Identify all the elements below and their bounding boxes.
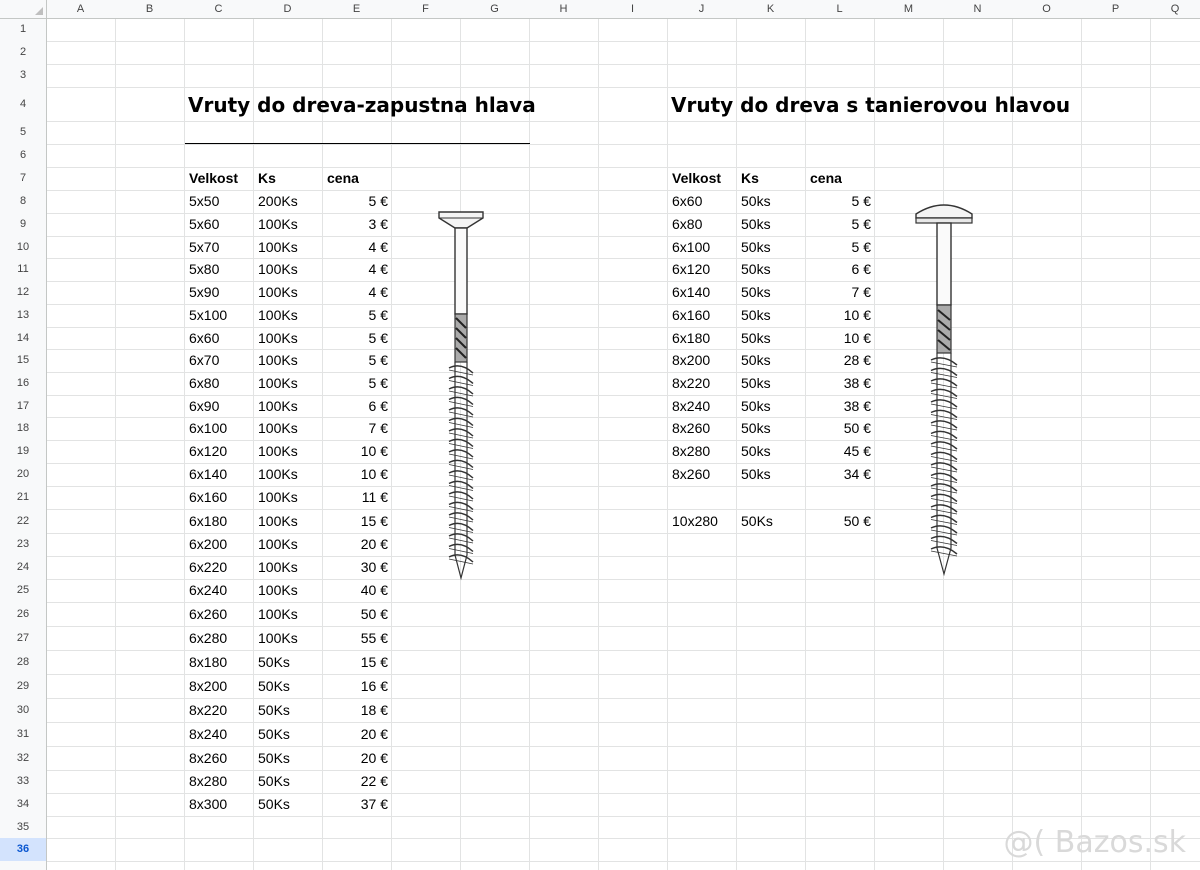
- left-table-cell[interactable]: 100Ks: [258, 582, 298, 598]
- row-header-27[interactable]: 27: [16, 632, 30, 644]
- left-table-cell[interactable]: 6x70: [189, 352, 220, 368]
- left-table-cell[interactable]: 20 €: [360, 536, 388, 552]
- left-table-cell[interactable]: 4 €: [368, 239, 388, 255]
- left-table-cell[interactable]: 20 €: [360, 750, 388, 766]
- left-table-cell[interactable]: 100Ks: [258, 489, 298, 505]
- row-header-11[interactable]: 11: [17, 263, 29, 275]
- left-table-cell[interactable]: 100Ks: [258, 466, 298, 482]
- left-table-cell[interactable]: 100Ks: [258, 398, 298, 414]
- right-table-cell[interactable]: 10x280: [672, 513, 718, 529]
- left-table-cell[interactable]: 100Ks: [258, 239, 298, 255]
- column-header-o[interactable]: O: [1042, 3, 1051, 15]
- left-table-cell[interactable]: 100Ks: [258, 443, 298, 459]
- left-table-cell[interactable]: 10 €: [360, 466, 388, 482]
- left-table-cell[interactable]: 100Ks: [258, 352, 298, 368]
- left-table-cell[interactable]: 4 €: [368, 284, 388, 300]
- left-table-cell[interactable]: 4 €: [368, 261, 388, 277]
- row-header-bar[interactable]: [0, 18, 47, 870]
- left-table-cell[interactable]: 11 €: [361, 489, 388, 505]
- row-header-25[interactable]: 25: [16, 584, 30, 596]
- right-table-cell[interactable]: 8x260: [672, 466, 711, 482]
- left-table-cell[interactable]: 6x90: [189, 398, 220, 414]
- left-table-cell[interactable]: 8x180: [189, 654, 228, 670]
- right-table-cell[interactable]: 50ks: [741, 398, 771, 414]
- row-header-32[interactable]: 32: [16, 752, 30, 764]
- row-header-29[interactable]: 29: [16, 680, 30, 692]
- right-table-cell[interactable]: 50ks: [741, 352, 771, 368]
- column-header-a[interactable]: A: [76, 3, 85, 15]
- left-table-cell[interactable]: 8x260: [189, 750, 228, 766]
- right-table-cell[interactable]: 6x180: [672, 330, 711, 346]
- left-table-cell[interactable]: 3 €: [368, 216, 388, 232]
- row-header-8[interactable]: 8: [19, 195, 27, 207]
- left-table-cell[interactable]: 6x180: [189, 513, 228, 529]
- right-table-cell[interactable]: 6x120: [672, 261, 711, 277]
- right-table-cell[interactable]: 10 €: [843, 307, 871, 323]
- left-table-cell[interactable]: 50Ks: [258, 678, 290, 694]
- right-table-cell[interactable]: 38 €: [843, 398, 871, 414]
- left-table-cell[interactable]: 18 €: [360, 702, 388, 718]
- right-table-cell[interactable]: 50ks: [741, 239, 771, 255]
- left-table-cell[interactable]: 5x90: [189, 284, 220, 300]
- right-table-cell[interactable]: 50ks: [741, 443, 771, 459]
- left-table-cell[interactable]: 40 €: [360, 582, 388, 598]
- left-table-cell[interactable]: 50Ks: [258, 726, 290, 742]
- right-header-velkost[interactable]: Velkost: [672, 170, 722, 186]
- column-header-bar[interactable]: [0, 0, 1200, 19]
- left-table-title[interactable]: Vruty do dreva-zapustna hlava: [188, 93, 536, 117]
- right-table-cell[interactable]: 6 €: [851, 261, 871, 277]
- right-table-cell[interactable]: 50ks: [741, 284, 771, 300]
- row-header-30[interactable]: 30: [16, 704, 30, 716]
- right-table-cell[interactable]: 50ks: [741, 375, 771, 391]
- left-table-cell[interactable]: 30 €: [360, 559, 388, 575]
- row-header-26[interactable]: 26: [16, 608, 30, 620]
- left-table-cell[interactable]: 6x100: [189, 420, 228, 436]
- right-table-cell[interactable]: 34 €: [843, 466, 871, 482]
- left-header-ks[interactable]: Ks: [258, 170, 276, 186]
- left-table-cell[interactable]: 6x200: [189, 536, 228, 552]
- row-header-7[interactable]: 7: [19, 172, 27, 184]
- left-table-cell[interactable]: 5x60: [189, 216, 220, 232]
- right-header-ks[interactable]: Ks: [741, 170, 759, 186]
- row-header-13[interactable]: 13: [16, 309, 30, 321]
- left-table-cell[interactable]: 50Ks: [258, 773, 290, 789]
- right-table-cell[interactable]: 50 €: [843, 513, 871, 529]
- left-table-cell[interactable]: 200Ks: [258, 193, 298, 209]
- right-table-cell[interactable]: 6x160: [672, 307, 711, 323]
- left-table-cell[interactable]: 5 €: [368, 307, 388, 323]
- left-table-cell[interactable]: 15 €: [360, 654, 388, 670]
- column-header-b[interactable]: B: [145, 3, 154, 15]
- left-table-cell[interactable]: 8x240: [189, 726, 228, 742]
- left-table-cell[interactable]: 5x70: [189, 239, 220, 255]
- left-table-cell[interactable]: 6x240: [189, 582, 228, 598]
- left-table-cell[interactable]: 6x220: [189, 559, 228, 575]
- column-header-f[interactable]: F: [422, 3, 429, 15]
- right-table-cell[interactable]: 50ks: [741, 307, 771, 323]
- left-table-cell[interactable]: 5 €: [368, 193, 388, 209]
- row-header-16[interactable]: 16: [16, 377, 30, 389]
- left-header-cena[interactable]: cena: [327, 170, 359, 186]
- row-header-10[interactable]: 10: [16, 241, 30, 253]
- left-table-cell[interactable]: 5x80: [189, 261, 220, 277]
- left-table-cell[interactable]: 5 €: [368, 375, 388, 391]
- left-table-cell[interactable]: 55 €: [360, 630, 388, 646]
- row-header-19[interactable]: 19: [16, 445, 30, 457]
- title-underline: [185, 143, 530, 144]
- left-table-cell[interactable]: 6 €: [368, 398, 388, 414]
- row-header-24[interactable]: 24: [16, 561, 30, 573]
- right-table-title[interactable]: Vruty do dreva s tanierovou hlavou: [671, 93, 1071, 117]
- right-table-cell[interactable]: 38 €: [843, 375, 871, 391]
- watermark: @( Bazos.sk: [1003, 825, 1186, 860]
- right-table-cell[interactable]: 50ks: [741, 330, 771, 346]
- left-table-cell[interactable]: 5 €: [368, 330, 388, 346]
- column-header-e[interactable]: E: [352, 3, 361, 15]
- row-header-6[interactable]: 6: [19, 149, 27, 161]
- row-header-1[interactable]: 1: [19, 23, 27, 35]
- left-table-cell[interactable]: 50Ks: [258, 702, 290, 718]
- left-table-cell[interactable]: 100Ks: [258, 375, 298, 391]
- left-table-cell[interactable]: 6x120: [189, 443, 228, 459]
- left-table-cell[interactable]: 100Ks: [258, 284, 298, 300]
- left-table-cell[interactable]: 100Ks: [258, 536, 298, 552]
- column-header-j[interactable]: J: [698, 3, 705, 15]
- row-header-14[interactable]: 14: [16, 332, 30, 344]
- left-table-cell[interactable]: 100Ks: [258, 630, 298, 646]
- right-table-cell[interactable]: 45 €: [843, 443, 871, 459]
- right-table-cell[interactable]: 5 €: [851, 193, 871, 209]
- row-header-36[interactable]: 36: [0, 838, 46, 861]
- left-table-cell[interactable]: 50Ks: [258, 654, 290, 670]
- right-table-cell[interactable]: 5 €: [851, 216, 871, 232]
- left-table-cell[interactable]: 6x140: [189, 466, 228, 482]
- left-table-cell[interactable]: 15 €: [360, 513, 388, 529]
- right-header-cena[interactable]: cena: [810, 170, 842, 186]
- right-table-cell[interactable]: 6x60: [672, 193, 703, 209]
- left-table-cell[interactable]: 50Ks: [258, 750, 290, 766]
- row-header-18[interactable]: 18: [16, 422, 30, 434]
- right-table-cell[interactable]: 50ks: [741, 420, 771, 436]
- column-header-m[interactable]: M: [903, 3, 914, 15]
- left-table-cell[interactable]: 100Ks: [258, 420, 298, 436]
- left-table-cell[interactable]: 6x80: [189, 375, 220, 391]
- left-table-cell[interactable]: 5x50: [189, 193, 220, 209]
- row-header-35[interactable]: 35: [16, 821, 30, 833]
- row-header-23[interactable]: 23: [16, 538, 30, 550]
- row-header-21[interactable]: 21: [16, 491, 30, 503]
- right-table-cell[interactable]: 50ks: [741, 216, 771, 232]
- column-header-l[interactable]: L: [836, 3, 843, 15]
- column-header-d[interactable]: D: [283, 3, 292, 15]
- row-header-2[interactable]: 2: [19, 46, 27, 58]
- left-table-cell[interactable]: 6x160: [189, 489, 228, 505]
- left-table-cell[interactable]: 100Ks: [258, 513, 298, 529]
- row-header-28[interactable]: 28: [16, 656, 30, 668]
- left-table-cell[interactable]: 6x280: [189, 630, 228, 646]
- right-table-cell[interactable]: 50Ks: [741, 513, 773, 529]
- left-table-cell[interactable]: 8x280: [189, 773, 228, 789]
- right-table-cell[interactable]: 50 €: [843, 420, 871, 436]
- right-table-cell[interactable]: 5 €: [851, 239, 871, 255]
- row-header-31[interactable]: 31: [16, 728, 30, 740]
- washer-head-screw-icon: [912, 200, 976, 578]
- left-table-cell[interactable]: 100Ks: [258, 559, 298, 575]
- right-table-cell[interactable]: 28 €: [843, 352, 871, 368]
- column-header-i[interactable]: I: [630, 3, 635, 15]
- left-table-cell[interactable]: 10 €: [360, 443, 388, 459]
- row-header-5[interactable]: 5: [19, 126, 27, 138]
- column-header-c[interactable]: C: [214, 3, 223, 15]
- left-table-cell[interactable]: 50Ks: [258, 796, 290, 812]
- left-table-cell[interactable]: 7 €: [368, 420, 388, 436]
- right-table-cell[interactable]: 50ks: [741, 193, 771, 209]
- right-table-cell[interactable]: 8x220: [672, 375, 711, 391]
- right-table-cell[interactable]: 6x100: [672, 239, 711, 255]
- row-header-33[interactable]: 33: [16, 775, 30, 787]
- column-header-n[interactable]: N: [973, 3, 982, 15]
- right-table-cell[interactable]: 10 €: [843, 330, 871, 346]
- left-table-cell[interactable]: 100Ks: [258, 606, 298, 622]
- column-header-g[interactable]: G: [490, 3, 499, 15]
- left-table-cell[interactable]: 50 €: [360, 606, 388, 622]
- row-header-17[interactable]: 17: [16, 400, 30, 412]
- countersunk-screw-icon: [436, 210, 486, 582]
- row-header-20[interactable]: 20: [16, 468, 30, 480]
- left-table-cell[interactable]: 37 €: [360, 796, 388, 812]
- left-table-cell[interactable]: 22 €: [360, 773, 388, 789]
- row-header-9[interactable]: 9: [19, 218, 27, 230]
- column-header-p[interactable]: P: [1111, 3, 1120, 15]
- row-header-15[interactable]: 15: [16, 354, 30, 366]
- left-table-cell[interactable]: 100Ks: [258, 330, 298, 346]
- left-table-cell[interactable]: 6x60: [189, 330, 220, 346]
- right-table-cell[interactable]: 8x240: [672, 398, 711, 414]
- right-table-cell[interactable]: 8x200: [672, 352, 711, 368]
- left-table-cell[interactable]: 8x200: [189, 678, 228, 694]
- left-table-cell[interactable]: 100Ks: [258, 216, 298, 232]
- column-header-q[interactable]: Q: [1170, 3, 1180, 15]
- right-table-cell[interactable]: 8x260: [672, 420, 711, 436]
- row-header-34[interactable]: 34: [16, 798, 30, 810]
- left-table-cell[interactable]: 100Ks: [258, 307, 298, 323]
- select-all-corner[interactable]: [0, 0, 47, 19]
- left-table-cell[interactable]: 100Ks: [258, 261, 298, 277]
- left-table-cell[interactable]: 8x220: [189, 702, 228, 718]
- left-table-cell[interactable]: 5x100: [189, 307, 228, 323]
- left-table-cell[interactable]: 16 €: [360, 678, 388, 694]
- right-table-cell[interactable]: 50ks: [741, 261, 771, 277]
- left-table-cell[interactable]: 6x260: [189, 606, 228, 622]
- row-header-12[interactable]: 12: [16, 286, 30, 298]
- column-header-h[interactable]: H: [559, 3, 568, 15]
- row-header-3[interactable]: 3: [19, 69, 27, 81]
- column-header-k[interactable]: K: [766, 3, 775, 15]
- right-table-cell[interactable]: 8x280: [672, 443, 711, 459]
- right-table-cell[interactable]: 6x140: [672, 284, 711, 300]
- left-header-velkost[interactable]: Velkost: [189, 170, 239, 186]
- left-table-cell[interactable]: 20 €: [360, 726, 388, 742]
- right-table-cell[interactable]: 50ks: [741, 466, 771, 482]
- left-table-cell[interactable]: 8x300: [189, 796, 228, 812]
- row-header-22[interactable]: 22: [16, 515, 30, 527]
- left-table-cell[interactable]: 5 €: [368, 352, 388, 368]
- right-table-cell[interactable]: 6x80: [672, 216, 703, 232]
- right-table-cell[interactable]: 7 €: [851, 284, 871, 300]
- row-header-4[interactable]: 4: [19, 98, 27, 110]
